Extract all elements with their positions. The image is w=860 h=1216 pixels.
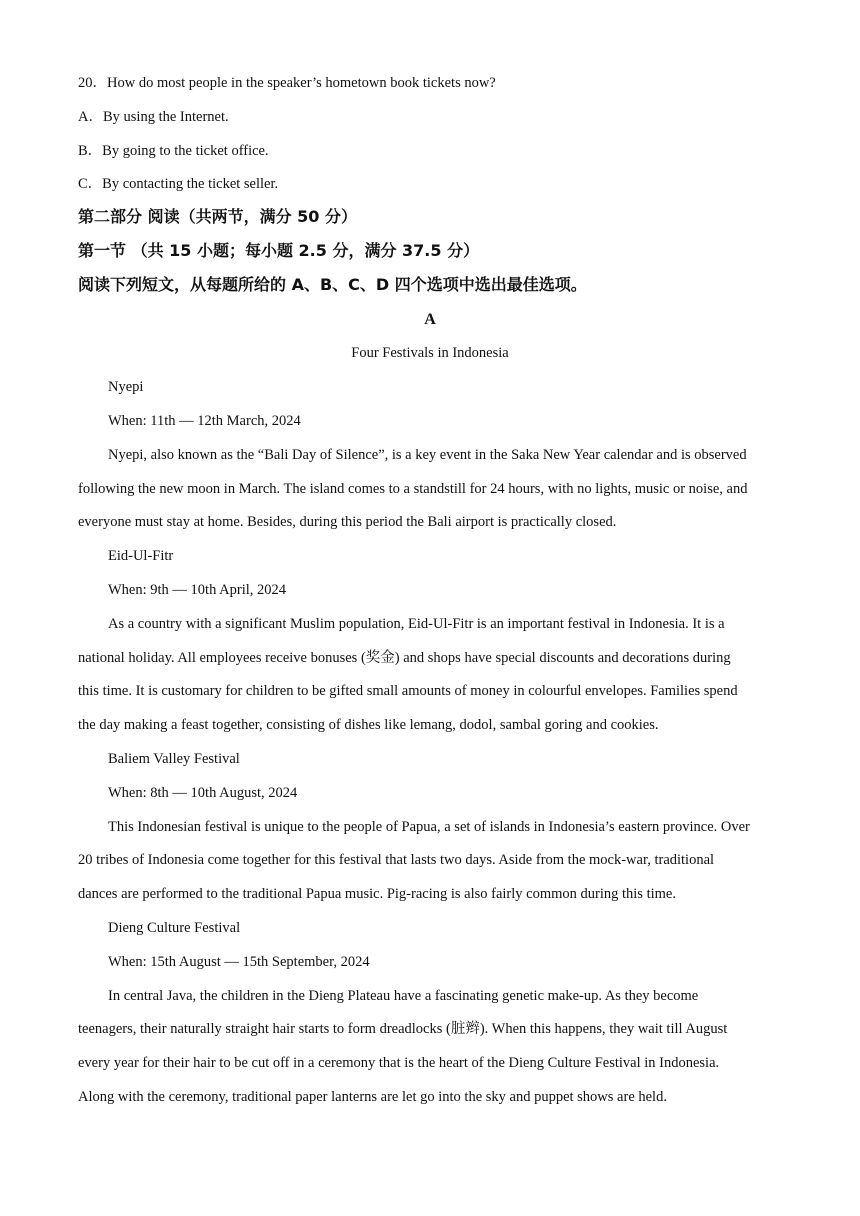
festival-date: When: 11th — 12th March, 2024 [108, 413, 301, 429]
option-b: B．By going to the ticket office. [78, 143, 269, 159]
passage-title: Four Festivals in Indonesia [351, 345, 509, 361]
festival-name: Nyepi [108, 379, 144, 395]
festival-name: Dieng Culture Festival [108, 920, 241, 936]
paragraph-line: national holiday. All employees receive bonuses (奖金) and shops have special discounts and decorations during [78, 650, 731, 666]
paragraph-line: Along with the ceremony, traditional paper lanterns are let go into the sky and puppet shows are held. [78, 1089, 667, 1105]
festival-name: Baliem Valley Festival [108, 751, 240, 767]
paragraph-line: In central Java, the children in the Dieng Plateau have a fascinating genetic make-up. As they become [108, 988, 699, 1004]
paragraph-line: teenagers, their naturally straight hair starts to form dreadlocks (脏辫). When this happens, they wait till August [78, 1021, 728, 1037]
paragraph-line: This Indonesian festival is unique to the people of Papua, a set of islands in Indonesia’s eastern province. Over [108, 819, 750, 835]
option-a: A．By using the Internet. [78, 109, 229, 125]
paragraph-line: every year for their hair to be cut off in a ceremony that is the heart of the Dieng Culture Festival in Indonesia. [78, 1055, 720, 1071]
festival-date: When: 8th — 10th August, 2024 [108, 785, 298, 801]
section-heading: 第一节 （共 15 小题；每小题 2.5 分，满分 37.5 分） [78, 241, 480, 260]
paragraph-line: Nyepi, also known as the “Bali Day of Silence”, is a key event in the Saka New Year calendar and is observed [108, 447, 747, 463]
option-c: C．By contacting the ticket seller. [78, 176, 279, 192]
part-heading: 第二部分 阅读（共两节，满分 50 分） [78, 207, 357, 226]
paragraph-line: 20 tribes of Indonesia come together for this festival that lasts two days. Aside from the mock-war, traditional [78, 852, 715, 868]
festival-name: Eid-Ul-Fitr [108, 548, 174, 564]
paragraph-line: this time. It is customary for children to be gifted small amounts of money in colourful envelopes. Families spend [78, 683, 738, 699]
paragraph-line: As a country with a significant Muslim population, Eid-Ul-Fitr is an important festival in Indonesia. It is a [108, 616, 725, 632]
paragraph-line: following the new moon in March. The island comes to a standstill for 24 hours, with no lights, music or noise, and [78, 481, 748, 497]
festival-date: When: 15th August — 15th September, 2024 [108, 954, 370, 970]
festival-date: When: 9th — 10th April, 2024 [108, 582, 287, 598]
instruction-heading: 阅读下列短文，从每题所给的 A、B、C、D 四个选项中选出最佳选项。 [78, 275, 587, 294]
paragraph-line: the day making a feast together, consisting of dishes like lemang, dodol, sambal goring and cookies. [78, 717, 659, 733]
question-stem: 20．How do most people in the speaker’s hometown book tickets now? [78, 75, 496, 91]
paragraph-line: everyone must stay at home. Besides, during this period the Bali airport is practically closed. [78, 514, 617, 530]
passage-letter: A [424, 311, 436, 328]
paragraph-line: dances are performed to the traditional Papua music. Pig-racing is also fairly common during this time. [78, 886, 676, 902]
